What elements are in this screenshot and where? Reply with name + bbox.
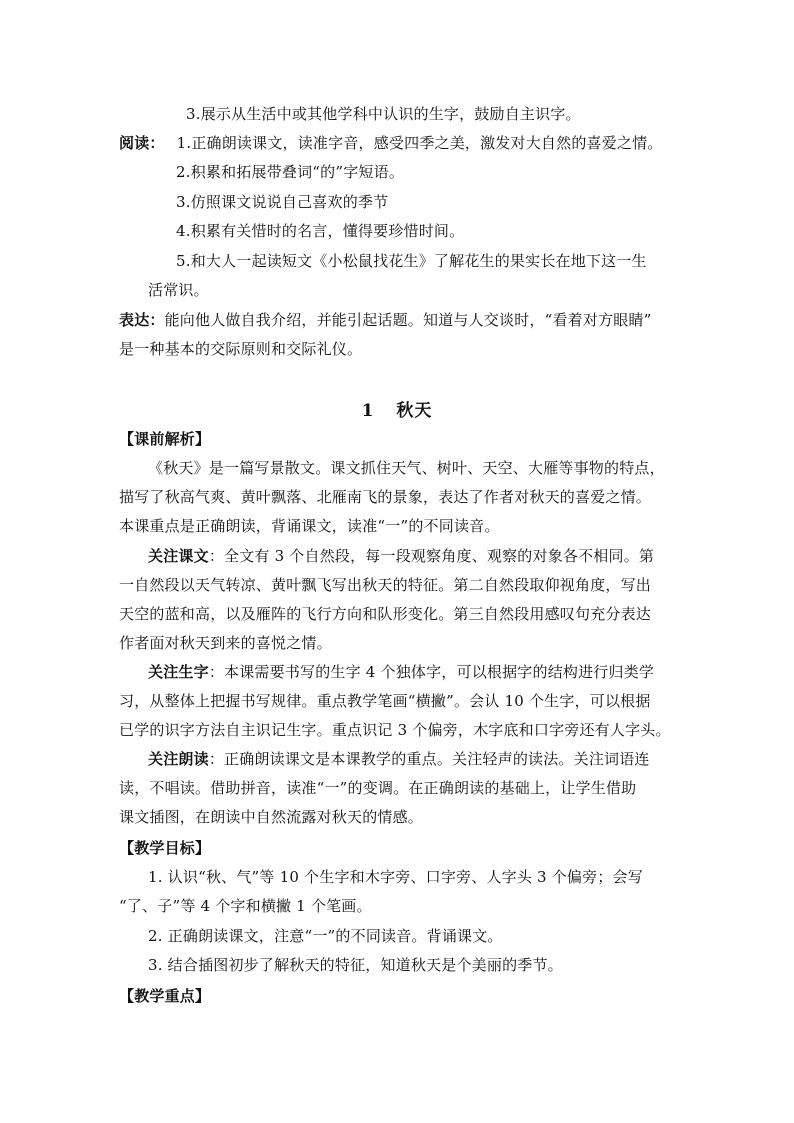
express-row-1	[119, 309, 652, 331]
para2-line-1: 关注课文：全文有 3 个自然段，每一段观察角度、观察的对象各不相同。第	[148, 547, 655, 565]
para4-line-1: 关注朗读：正确朗读课文是本课教学的重点。关注轻声的读法。关注词语连	[148, 750, 650, 768]
para2-line-4: 作者面对秋天到来的喜悦之情。	[119, 634, 332, 652]
para1-line-1: 《秋天》是一篇写景散文。课文抓住天气、树叶、天空、大雁等事物的特点，	[148, 459, 665, 477]
goal-1-line-2: “了、子”等 4 个字和横撇 1 个笔画。	[119, 897, 372, 915]
lesson-title	[0, 396, 794, 421]
goal-2: 2. 正确朗读课文，注意“一”的不同读音。背诵课文。	[148, 927, 503, 945]
reading-item-3: 3.仿照课文说说自己喜欢的季节	[176, 193, 389, 211]
reading-item-5-cont: 活常识。	[148, 281, 209, 299]
para3-line-2: 习，从整体上把握书写规律。重点教学笔画“横撇”。会认 10 个生字，可以根据	[119, 692, 651, 710]
reading-item-2: 2.积累和拓展带叠词“的”字短语。	[176, 163, 405, 181]
express-text-2: 是一种基本的交际原则和交际礼仪。	[119, 340, 363, 358]
intro-line-1: 3.展示从生活中或其他学科中认识的生字，鼓励自主识字。	[186, 105, 581, 123]
reading-item-1: 1.正确朗读课文，读准字音，感受四季之美，激发对大自然的喜爱之情。	[176, 134, 663, 152]
para1-line-2: 描写了秋高气爽、黄叶飘落、北雁南飞的景象，表达了作者对秋天的喜爱之情。	[119, 488, 652, 506]
section-heading-keypoints: 【教学重点】	[119, 987, 211, 1005]
para4-line-3: 课文插图，在朗读中自然流露对秋天的情感。	[119, 808, 424, 826]
reading-item-5: 5.和大人一起读短文《小松鼠找花生》了解花生的果实长在地下这一生	[176, 252, 647, 270]
para4-label: 关注朗读	[148, 750, 209, 768]
section-heading-preclass: 【课前解析】	[119, 430, 211, 448]
reading-label: 阅读：	[119, 134, 165, 152]
para2-line-2: 一自然段以天气转凉、黄叶飘飞写出秋天的特征。第二自然段取仰视角度，写出	[119, 576, 652, 594]
para2-line-3: 天空的蓝和高，以及雁阵的飞行方向和队形变化。第三自然段用感叹句充分表达	[119, 605, 652, 623]
goal-3: 3. 结合插图初步了解秋天的特征，知道秋天是个美丽的季节。	[148, 956, 563, 974]
lesson-name: 秋天	[396, 401, 433, 421]
goal-1-line-1: 1. 认识“秋、气”等 10 个生字和木字旁、口字旁、人字头 3 个偏旁；会写	[148, 868, 643, 886]
section-heading-goals: 【教学目标】	[119, 839, 211, 857]
reading-item-4: 4.积累有关惜时的名言，懂得要珍惜时间。	[176, 222, 465, 240]
para1-line-3: 本课重点是正确朗读，背诵课文，读准“一”的不同读音。	[119, 517, 500, 535]
reading-row-1	[119, 132, 663, 154]
para3-line-1: 关注生字：本课需要书写的生字 4 个独体字，可以根据字的结构进行归类学	[148, 663, 655, 681]
para2-label: 关注课文	[148, 547, 209, 565]
express-label: 表达：	[119, 311, 165, 329]
para4-line-2: 读，不唱读。借助拼音，读准“一”的变调。在正确朗读的基础上，让学生借助	[119, 779, 637, 797]
lesson-number: 1	[361, 401, 375, 421]
express-text-1: 能向他人做自我介绍，并能引起话题。知道与人交谈时，“看着对方眼睛”	[164, 311, 652, 329]
para3-line-3: 已学的识字方法自主识记生字。重点识记 3 个偏旁，木字底和口字旁还有人字头。	[119, 721, 671, 739]
para3-label: 关注生字	[148, 663, 209, 681]
